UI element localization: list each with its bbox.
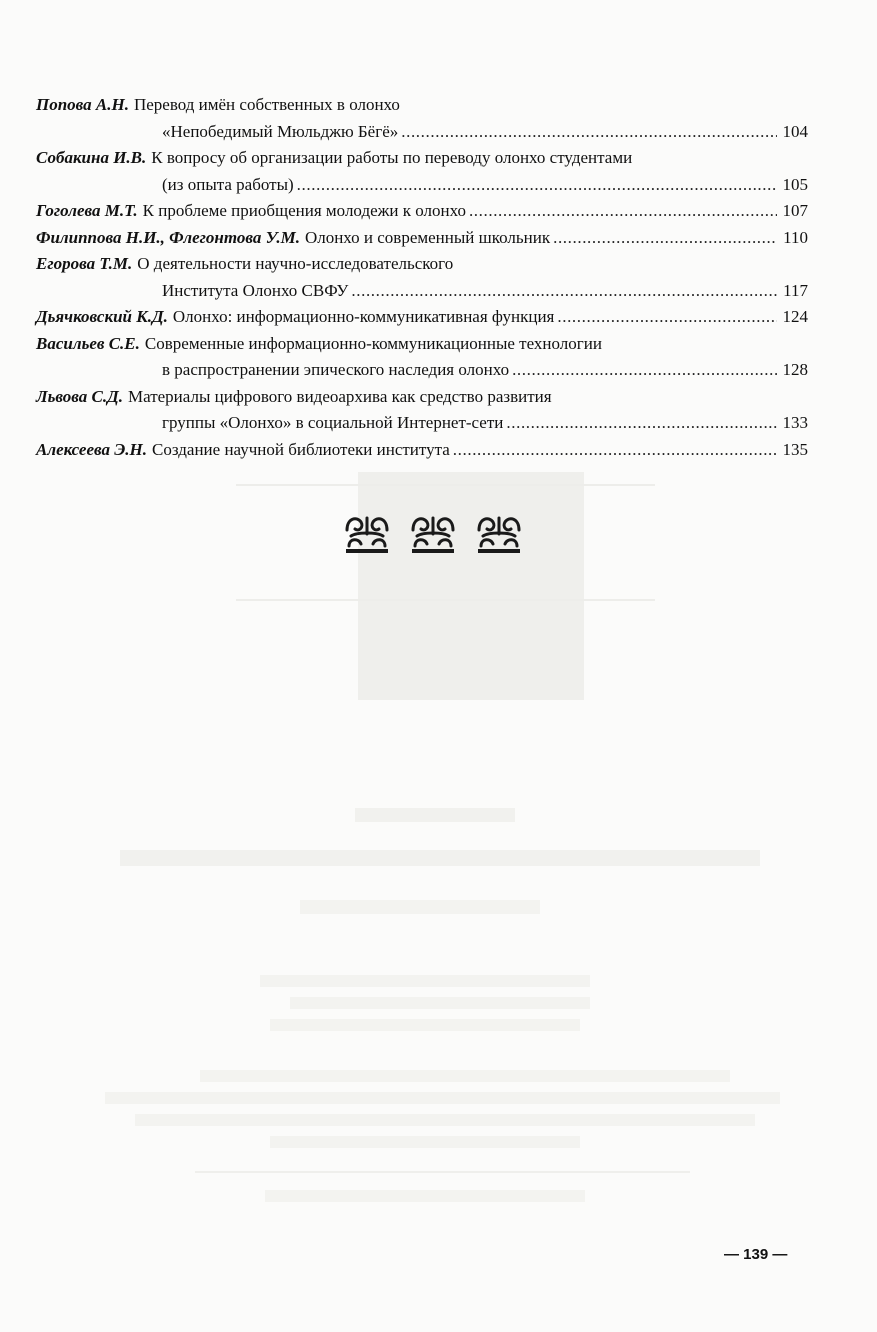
toc-leader-dots (401, 119, 777, 146)
toc-title-line: Олонхо и современный школьник (304, 227, 551, 247)
toc-page-number: 107 (782, 201, 808, 220)
toc-title-line: «Непобедимый Мюльджю Бёгё» (162, 121, 399, 141)
toc-page-number: 104 (782, 121, 808, 141)
toc-author: Филиппова Н.И., Флегонтова У.М. (36, 227, 300, 247)
toc-entry (36, 304, 808, 331)
toc-page-number: 128 (782, 360, 808, 379)
toc-title-line: Создание научной библиотеки института (152, 439, 450, 459)
toc-leader-dots (469, 198, 777, 225)
toc-author: Попова А.Н. (36, 95, 129, 114)
toc-leader-dots (297, 172, 777, 199)
toc-page-number: 105 (782, 174, 808, 194)
yakut-ornament-icon (475, 512, 523, 554)
toc-entry (36, 225, 808, 252)
toc-entry (36, 331, 808, 384)
toc-leader-dots (506, 410, 777, 437)
toc-entry (36, 145, 808, 198)
toc-leader-dots (553, 225, 777, 252)
yakut-ornament-icon (343, 512, 391, 554)
ornament-divider (343, 512, 523, 554)
toc-author: Алексеева Э.Н. (36, 439, 148, 459)
toc-page-number: 135 (782, 439, 808, 459)
toc-title-line: группы «Олонхо» в социальной Интернет-сети (162, 413, 504, 432)
toc-entry (36, 198, 808, 225)
toc-leader-dots (512, 357, 777, 384)
toc-page-number: 124 (782, 307, 808, 326)
toc-leader-dots (557, 304, 777, 331)
toc-author: Гоголева М.Т. (36, 201, 138, 220)
toc-title-line: К проблеме приобщения молодежи к олонхо (142, 201, 466, 220)
toc-title-line: Института Олонхо СВФУ (162, 280, 349, 300)
toc-title-line: К вопросу об организации работы по переводу олонхо студентами (151, 148, 633, 167)
toc-entry (36, 384, 808, 437)
toc-entry (36, 251, 808, 304)
toc-title-line: в распространении эпического наследия олонхо (162, 360, 510, 379)
toc-author: Дьячковский К.Д. (36, 307, 168, 326)
toc-author: Собакина И.В. (36, 148, 147, 167)
toc-page-number: 133 (782, 413, 808, 432)
toc-leader-dots (453, 437, 777, 464)
toc-title-line: Олонхо: информационно-коммуникативная функция (172, 307, 555, 326)
toc-entry (36, 437, 808, 464)
toc-entry (36, 92, 808, 145)
toc-title-line: (из опыта работы) (162, 174, 294, 194)
toc-title-line: Материалы цифрового видеоархива как средство развития (127, 386, 552, 406)
toc-page-number: 117 (783, 280, 808, 300)
page-number: — 139 — (724, 1246, 788, 1263)
toc-title-line: Современные информационно-коммуникационные технологии (144, 333, 602, 353)
toc-title-line: Перевод имён собственных в олонхо (133, 95, 400, 114)
toc-leader-dots (351, 278, 777, 305)
table-of-contents (36, 92, 808, 463)
toc-author: Львова С.Д. (36, 386, 123, 406)
toc-title-line: О деятельности научно-исследовательского (137, 254, 454, 273)
toc-author: Васильев С.Е. (36, 333, 140, 353)
toc-author: Егорова Т.М. (36, 254, 133, 273)
toc-page-number: 110 (783, 227, 808, 247)
yakut-ornament-icon (409, 512, 457, 554)
